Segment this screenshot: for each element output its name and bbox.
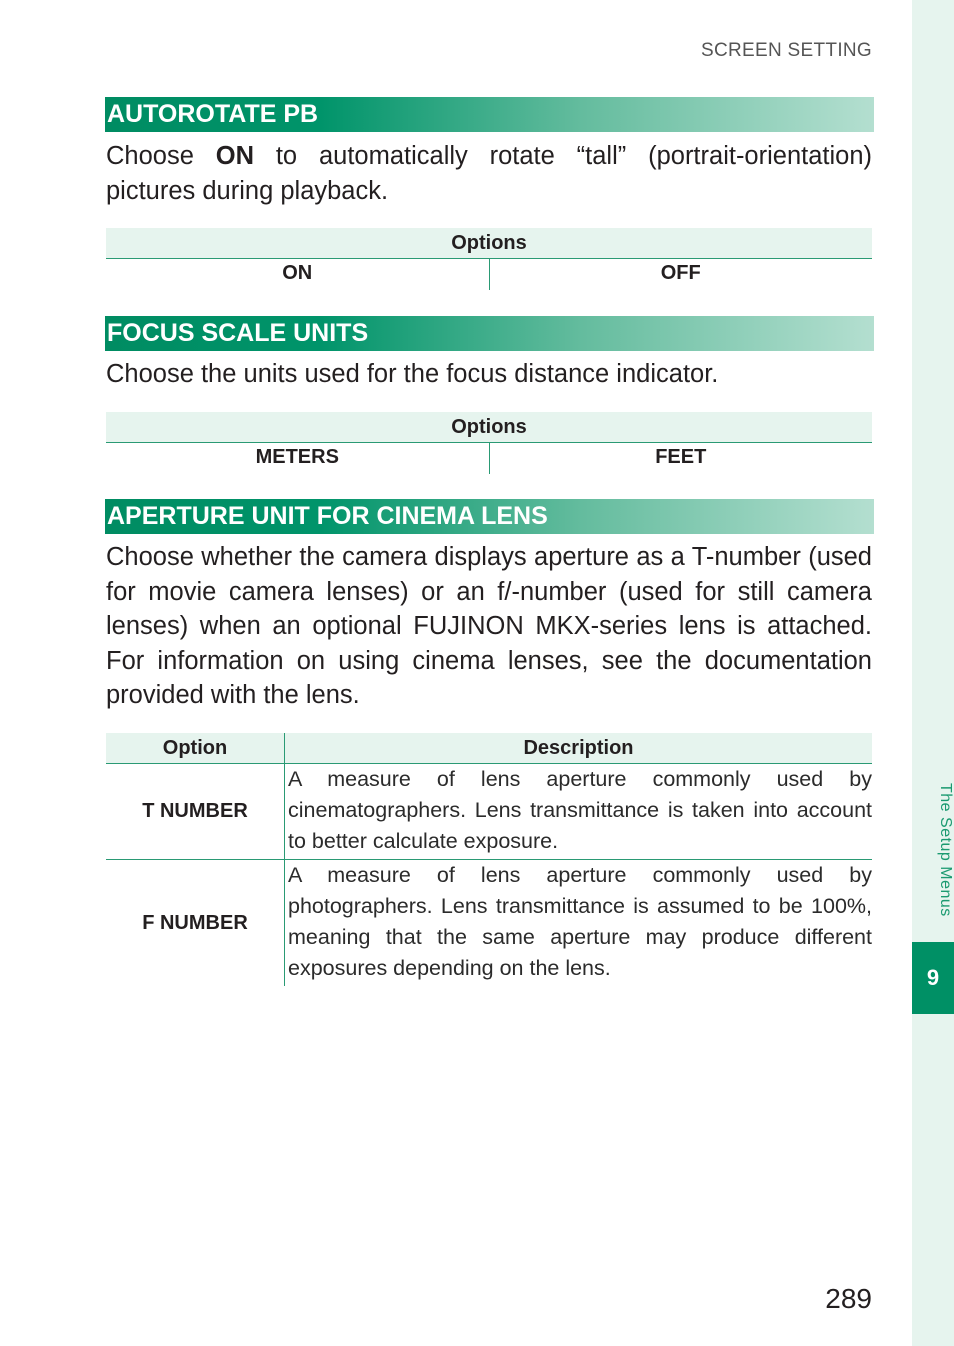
table-row [106,860,872,986]
description-t-number: A measure of lens aperture commonly used by cinematographers. Lens transmittance is taken into account to better calculate exposure. [284,764,872,859]
option-meters: METERS [255,446,339,468]
running-header: SCREEN SETTING [701,40,872,61]
option-f-number: F NUMBER [142,911,248,934]
option-t-number: T NUMBER [142,800,248,822]
chapter-number-tab: 9 [912,942,954,1014]
options-header: Options [106,412,872,443]
on-keyword: ON [215,142,254,170]
options-table-focus-scale [106,412,872,474]
section-heading-aperture-unit: APERTURE UNIT FOR CINEMA LENS [105,499,874,534]
chapter-title: The Setup Menus [937,783,954,917]
options-table-autorotate [106,228,872,290]
column-header-option: Option [162,737,228,759]
table-row [106,764,872,860]
description-f-number: A measure of lens aperture commonly used by photographers. Lens transmittance is assumed to be 100%, meaning that the same aperture may produce different exposures depending on the lens. [284,860,872,986]
section-body-aperture-unit: Choose whether the camera displays aperture as a T-number (used for movie camera lenses) or an f/-number (used for still camera lenses) when an optional FUJINON MKX-series lens is attached. For information on using cinema lenses, see the documentation provided with the lens. [106,543,872,709]
column-header-description: Description [284,733,872,763]
page-number: 289 [825,1283,872,1314]
option-feet: FEET [489,443,873,474]
section-body-focus-scale: Choose the units used for the focus distance indicator. [106,360,719,388]
section-body-autorotate: Choose ON to automatically rotate “tall” (portrait-orientation) pictures during playback. [106,142,873,205]
section-heading-focus-scale: FOCUS SCALE UNITS [105,316,874,351]
options-header: Options [106,228,872,259]
section-heading-autorotate: AUTOROTATE PB [105,97,874,132]
side-tab-strip [912,0,954,1346]
option-on: ON [282,262,313,284]
aperture-options-table [106,733,872,986]
option-off: OFF [489,259,873,290]
